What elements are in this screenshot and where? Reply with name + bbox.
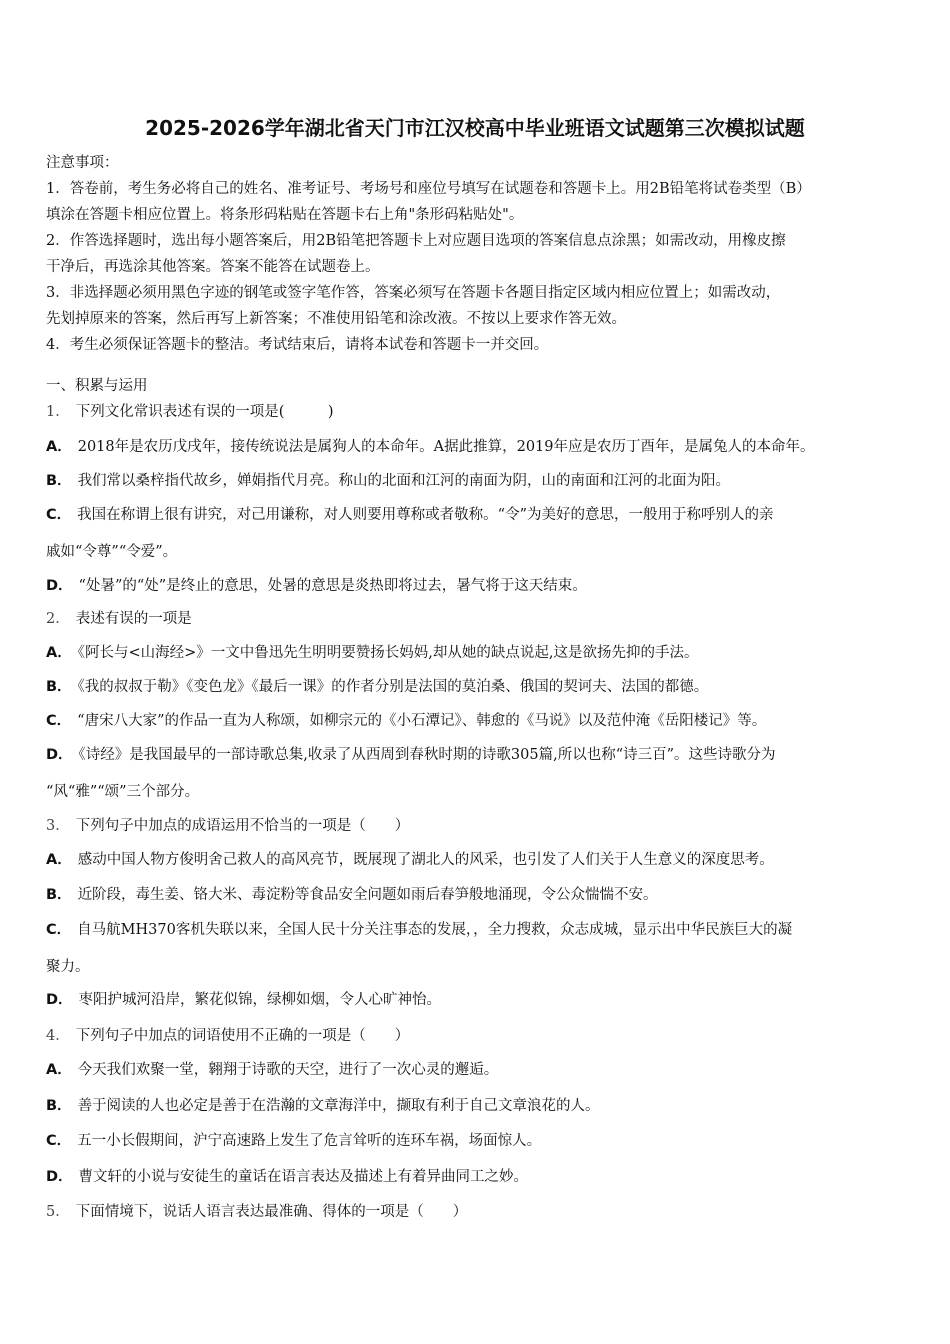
option-label: A． — [46, 852, 72, 868]
option-label: A． — [46, 645, 72, 661]
option-text: 枣阳护城河沿岸，繁花似锦，绿柳如烟，令人心旷神怡。 — [78, 992, 442, 1008]
question-number: 1． — [46, 404, 70, 420]
question-1-stem — [46, 400, 916, 421]
question-4-option-d — [46, 1165, 916, 1186]
option-text: 我们常以桑梓指代故乡，婵娟指代月亮。称山的北面和江河的南面为阴，山的南面和江河的北面为阳。 — [77, 473, 731, 489]
option-label: C． — [46, 507, 72, 523]
question-1-option-a — [46, 435, 916, 456]
option-label: A． — [46, 1062, 72, 1078]
option-label: D． — [46, 992, 73, 1008]
question-1-option-d — [46, 574, 916, 595]
question-2-option-d-cont: “风“雅”“颂”三个部分。 — [46, 784, 200, 800]
option-label: C． — [46, 713, 72, 729]
question-3-option-c-cont: 聚力。 — [46, 959, 90, 975]
option-text: 自马航MH370客机失联以来，全国人民十分关注事态的发展，，全力搜救，众志成城，显示出中华民族巨大的凝 — [77, 922, 793, 938]
notes-line: 1．答卷前，考生务必将自己的姓名、准考证号、考场号和座位号填写在试题卷和答题卡上。用2B铅笔将试卷类型（B） — [46, 181, 811, 197]
question-number: 2． — [46, 611, 70, 627]
question-number: 5． — [46, 1204, 70, 1220]
option-text: 《诗经》是我国最早的一部诗歌总集,收录了从西周到春秋时期的诗歌305篇,所以也称“诗三百”。这些诗歌分为 — [78, 747, 776, 763]
option-label: C． — [46, 922, 72, 938]
notes-line: 干净后，再选涂其他答案。答案不能答在试题卷上。 — [46, 259, 380, 275]
option-label: D． — [46, 578, 73, 594]
option-text: 曹文轩的小说与安徒生的童话在语言表达及描述上有着异曲同工之妙。 — [78, 1169, 529, 1185]
question-4-stem — [46, 1024, 916, 1045]
question-2-stem — [46, 607, 916, 628]
option-text: 善于阅读的人也必定是善于在浩瀚的文章海洋中，撷取有利于自己文章浪花的人。 — [77, 1098, 600, 1114]
notes-block — [46, 150, 914, 358]
question-4-option-c — [46, 1129, 916, 1150]
question-3-option-c — [46, 918, 916, 939]
option-label: D． — [46, 747, 73, 763]
question-text: 下面情境下，说话人语言表达最准确、得体的一项是（ ） — [75, 1204, 468, 1220]
question-1-option-b — [46, 469, 916, 490]
question-text: 下列句子中加点的词语使用不正确的一项是（ ） — [75, 1028, 410, 1044]
option-label: B． — [46, 473, 72, 489]
section-heading: 一、积累与运用 — [46, 378, 148, 394]
notes-line: 3．非选择题必须用黑色字迹的钢笔或签字笔作答，答案必须写在答题卡各题目指定区域内相应位置上；如需改动， — [46, 285, 781, 301]
option-text: 感动中国人物方俊明舍己救人的高风亮节，既展现了湖北人的风采，也引发了人们关于人生意义的深度思考。 — [77, 852, 774, 868]
notes-line: 2．作答选择题时，选出每小题答案后，用2B铅笔把答题卡上对应题目选项的答案信息点涂黑；如需改动，用橡皮擦 — [46, 233, 786, 249]
question-number: 4． — [46, 1028, 70, 1044]
notes-line: 先划掉原来的答案，然后再写上新答案；不准使用铅笔和涂改液。不按以上要求作答无效。 — [46, 311, 626, 327]
question-2-option-c — [46, 709, 916, 730]
question-1-option-c — [46, 503, 916, 524]
page-title: 2025-2026学年湖北省天门市江汉校高中毕业班语文试题第三次模拟试题 — [145, 116, 805, 140]
question-2-option-a — [46, 641, 916, 662]
option-text: “处暑”的“处”是终止的意思，处暑的意思是炎热即将过去，暑气将于这天结束。 — [78, 578, 587, 594]
option-text: 近阶段，毒生姜、铬大米、毒淀粉等食品安全问题如雨后春笋般地涌现，令公众惴惴不安。 — [77, 887, 658, 903]
option-label: B． — [46, 1098, 72, 1114]
question-2-option-d — [46, 743, 916, 764]
question-text: 表述有误的一项是 — [75, 611, 192, 627]
option-label: B． — [46, 887, 72, 903]
option-text: 2018年是农历戊戌年，接传统说法是属狗人的本命年。A据此推算，2019年应是农历丁酉年，是属兔人的本命年。 — [77, 439, 815, 455]
question-text: 下列文化常识表述有误的一项是( ) — [75, 404, 334, 420]
question-3-option-b — [46, 883, 916, 904]
notes-heading: 注意事项： — [46, 155, 119, 171]
question-text: 下列句子中加点的成语运用不恰当的一项是（ ） — [75, 818, 410, 834]
option-text: 《我的叔叔于勒》《变色龙》《最后一课》的作者分别是法国的莫泊桑、俄国的契诃夫、法国的都德。 — [77, 679, 709, 695]
question-4-option-a — [46, 1058, 916, 1079]
option-text: 我国在称谓上很有讲究，对己用谦称，对人则要用尊称或者敬称。“令”为美好的意思，一般用于称呼别人的亲 — [77, 507, 774, 523]
question-number: 3． — [46, 818, 70, 834]
option-text: 五一小长假期间，沪宁高速路上发生了危言耸听的连环车祸，场面惊人。 — [77, 1133, 542, 1149]
option-label: A． — [46, 439, 72, 455]
question-3-option-d — [46, 988, 916, 1009]
option-text: 《阿长与<山海经>》一文中鲁迅先生明明要赞扬长妈妈,却从她的缺点说起,这是欲扬先抑的手法。 — [77, 645, 699, 661]
option-label: D． — [46, 1169, 73, 1185]
option-text: “唐宋八大家”的作品一直为人称颂，如柳宗元的《小石潭记》、韩愈的《马说》以及范仲淹《岳阳楼记》等。 — [77, 713, 767, 729]
option-label: C． — [46, 1133, 72, 1149]
notes-line: 4．考生必须保证答题卡的整洁。考试结束后，请将本试卷和答题卡一并交回。 — [46, 337, 549, 353]
question-4-option-b — [46, 1094, 916, 1115]
notes-line: 填涂在答题卡相应位置上。将条形码粘贴在答题卡右上角"条形码粘贴处"。 — [46, 207, 524, 223]
question-3-stem — [46, 814, 916, 835]
question-3-option-a — [46, 848, 916, 869]
option-text: 今天我们欢聚一堂，翱翔于诗歌的天空，进行了一次心灵的邂逅。 — [77, 1062, 499, 1078]
question-5-stem — [46, 1200, 916, 1221]
question-1-option-c-cont: 戚如“令尊”“令爱”。 — [46, 544, 178, 560]
question-2-option-b — [46, 675, 916, 696]
option-label: B． — [46, 679, 72, 695]
